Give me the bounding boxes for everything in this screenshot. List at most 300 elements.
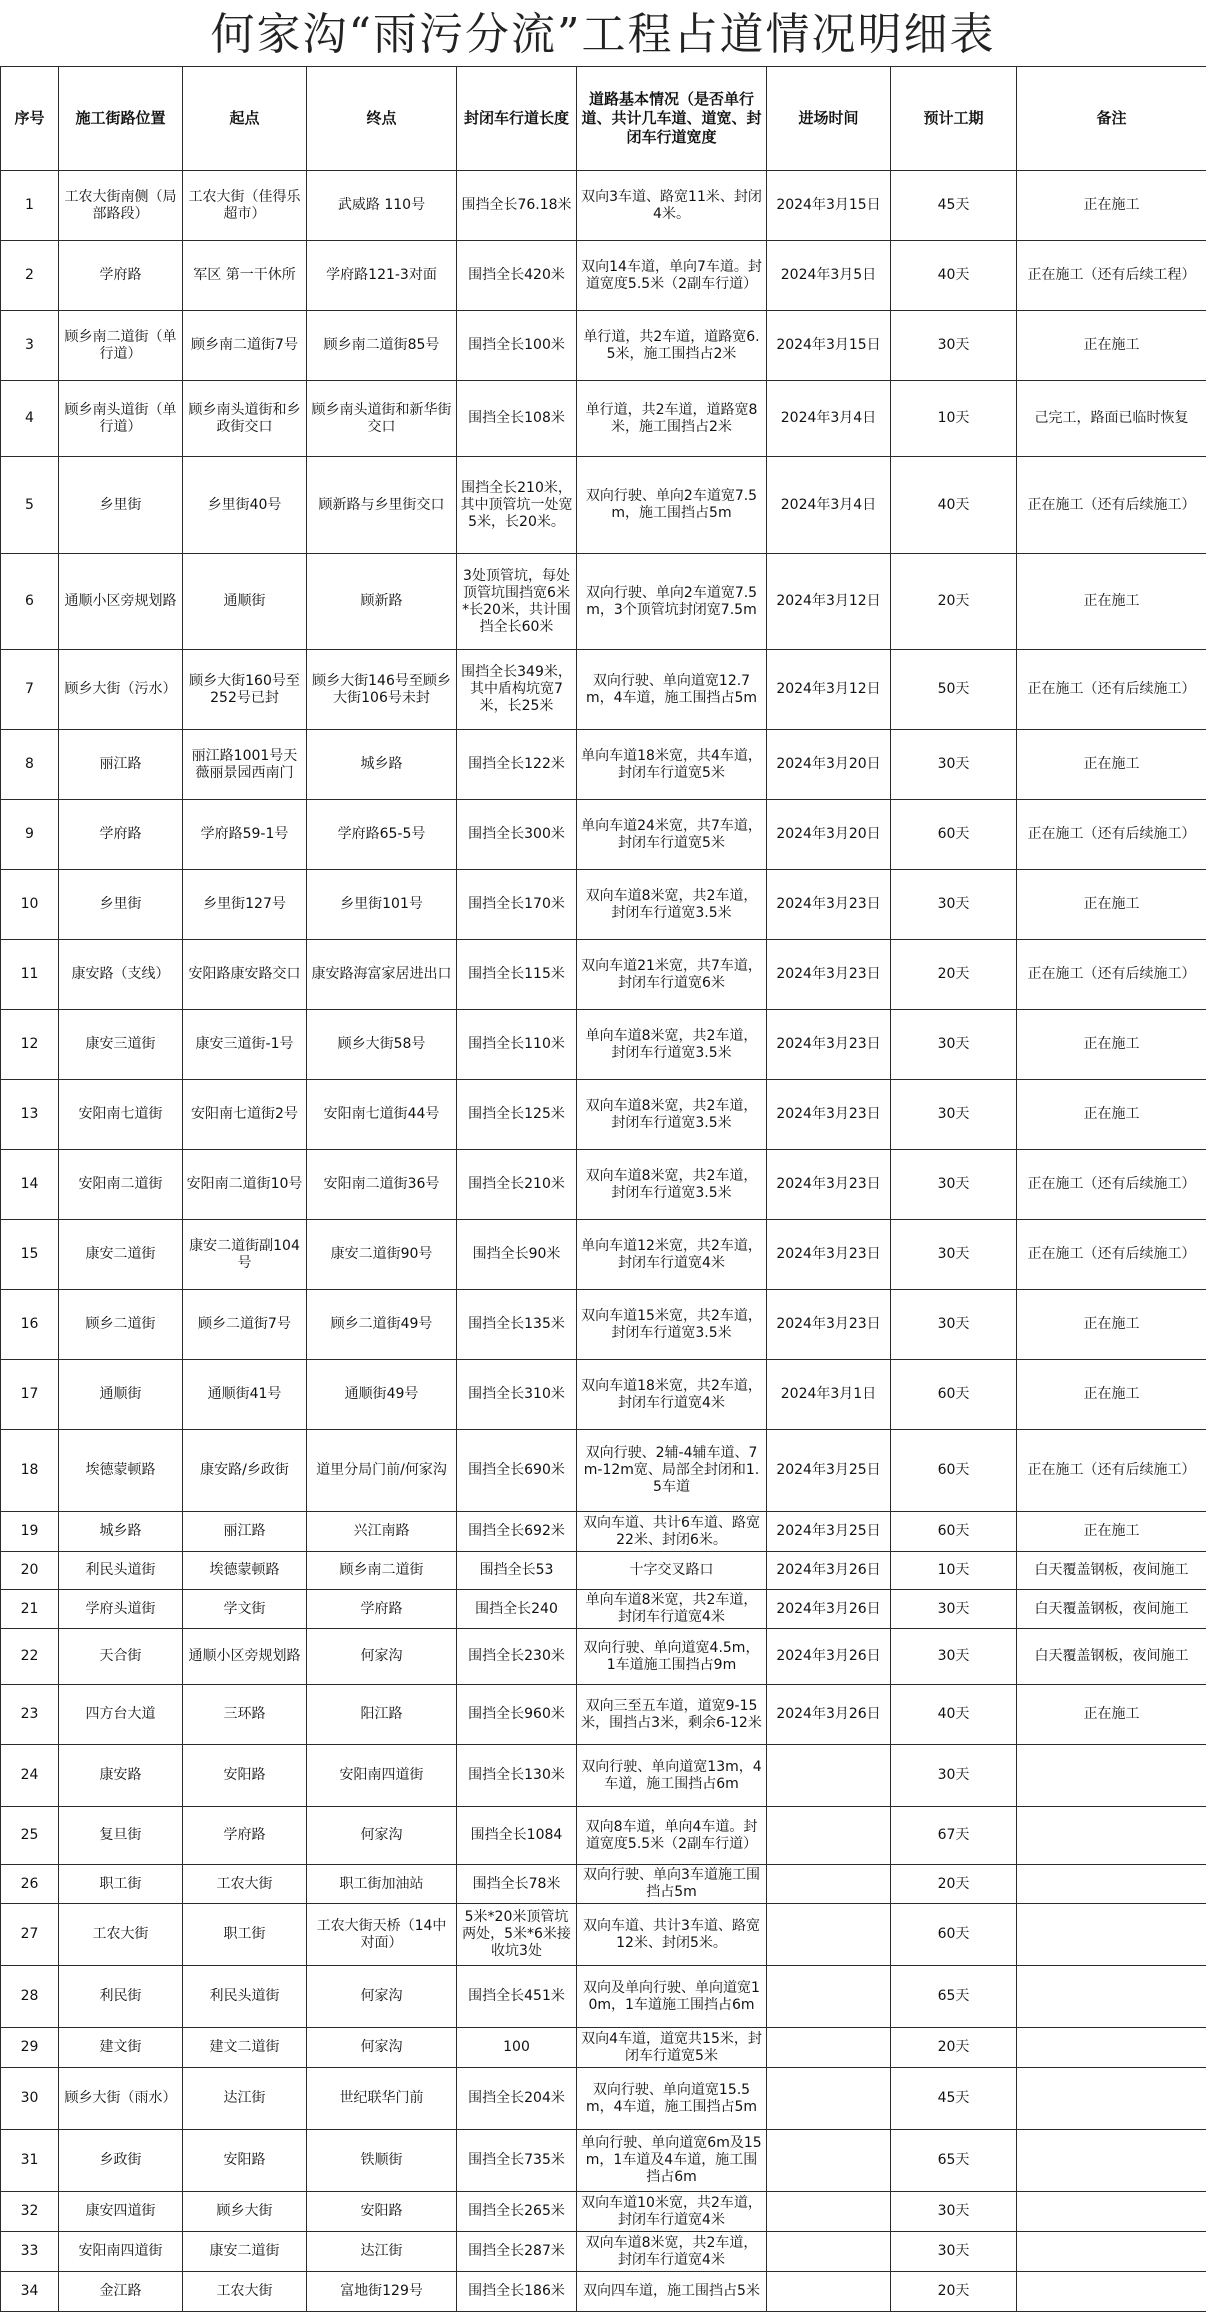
- entry-date: 2024年3月23日: [767, 940, 891, 1010]
- table-row: [1, 1904, 1206, 1966]
- row-index: 14: [1, 1150, 59, 1220]
- end-point: 顾新路: [307, 554, 457, 650]
- start-point: 顾乡大街160号至252号已封: [183, 650, 307, 730]
- road-location: 利民街: [59, 1966, 183, 2028]
- entry-date: [767, 2130, 891, 2192]
- table-row: [1, 457, 1206, 554]
- road-location: 职工街: [59, 1865, 183, 1904]
- road-location: 复旦街: [59, 1807, 183, 1865]
- start-point: 康安路/乡政街: [183, 1430, 307, 1512]
- duration: 30天: [891, 870, 1017, 940]
- start-point: 安阳南二道街10号: [183, 1150, 307, 1220]
- road-info: 双向车道15米宽，共2车道，封闭车行道宽3.5米: [577, 1290, 767, 1360]
- page-title: 何家沟“雨污分流”工程占道情况明细表: [0, 0, 1206, 66]
- end-point: 兴江南路: [307, 1512, 457, 1552]
- duration: 65天: [891, 2130, 1017, 2192]
- header-entry-date: 进场时间: [767, 67, 891, 171]
- closed-length: 围挡全长287米: [457, 2232, 577, 2272]
- end-point: 学府路121-3对面: [307, 241, 457, 311]
- end-point: 何家沟: [307, 1966, 457, 2028]
- road-info: 双向车道、共计6车道、路宽22米、封闭6米。: [577, 1512, 767, 1552]
- entry-date: 2024年3月26日: [767, 1590, 891, 1629]
- road-info: 单向车道18米宽，共4车道，封闭车行道宽5米: [577, 730, 767, 800]
- end-point: 何家沟: [307, 1807, 457, 1865]
- start-point: 康安二道街: [183, 2232, 307, 2272]
- table-row: [1, 800, 1206, 870]
- start-point: 乡里街40号: [183, 457, 307, 554]
- end-point: 城乡路: [307, 730, 457, 800]
- row-index: 30: [1, 2068, 59, 2130]
- row-index: 8: [1, 730, 59, 800]
- closed-length: 围挡全长90米: [457, 1220, 577, 1290]
- table-row: [1, 940, 1206, 1010]
- road-location: 康安路（支线）: [59, 940, 183, 1010]
- table-row: [1, 730, 1206, 800]
- closed-length: 围挡全长122米: [457, 730, 577, 800]
- entry-date: 2024年3月15日: [767, 171, 891, 241]
- remarks: 正在施工: [1017, 1685, 1206, 1745]
- row-index: 6: [1, 554, 59, 650]
- row-index: 9: [1, 800, 59, 870]
- header-remarks: 备注: [1017, 67, 1206, 171]
- road-info: 双向车道18米宽，共2车道，封闭车行道宽4米: [577, 1360, 767, 1430]
- road-info: 双向4车道，道宽共15米，封闭车行道宽5米: [577, 2028, 767, 2068]
- road-info: 双向行驶、单向道宽13m，4车道，施工围挡占6m: [577, 1745, 767, 1807]
- table-row: [1, 1080, 1206, 1150]
- entry-date: [767, 1865, 891, 1904]
- start-point: 安阳路: [183, 2130, 307, 2192]
- road-info: 双向行驶、单向道宽12.7m，4车道，施工围挡占5m: [577, 650, 767, 730]
- duration: 30天: [891, 311, 1017, 381]
- row-index: 1: [1, 171, 59, 241]
- duration: 30天: [891, 1150, 1017, 1220]
- road-location: 天合街: [59, 1629, 183, 1685]
- table-row: [1, 2130, 1206, 2192]
- start-point: 顾乡大街: [183, 2192, 307, 2232]
- remarks: 正在施工（还有后续施工）: [1017, 800, 1206, 870]
- table-row: [1, 311, 1206, 381]
- entry-date: [767, 1904, 891, 1966]
- end-point: 铁顺街: [307, 2130, 457, 2192]
- remarks: 正在施工: [1017, 1080, 1206, 1150]
- entry-date: [767, 2192, 891, 2232]
- row-index: 13: [1, 1080, 59, 1150]
- duration: 30天: [891, 1290, 1017, 1360]
- start-point: 建文二道街: [183, 2028, 307, 2068]
- end-point: 何家沟: [307, 2028, 457, 2068]
- start-point: 工农大街: [183, 2272, 307, 2312]
- table-row: [1, 1552, 1206, 1590]
- road-location: 顾乡大街（污水）: [59, 650, 183, 730]
- remarks: 正在施工（还有后续施工）: [1017, 1150, 1206, 1220]
- end-point: 安阳路: [307, 2192, 457, 2232]
- table-row: [1, 381, 1206, 457]
- entry-date: 2024年3月12日: [767, 650, 891, 730]
- duration: 60天: [891, 1904, 1017, 1966]
- row-index: 21: [1, 1590, 59, 1629]
- row-index: 28: [1, 1966, 59, 2028]
- duration: 30天: [891, 2232, 1017, 2272]
- duration: 20天: [891, 1865, 1017, 1904]
- road-info: 单向行驶、单向道宽6m及15m，1车道及4车道，施工围挡占6m: [577, 2130, 767, 2192]
- header-start: 起点: [183, 67, 307, 171]
- start-point: 职工街: [183, 1904, 307, 1966]
- duration: 30天: [891, 1745, 1017, 1807]
- duration: 20天: [891, 554, 1017, 650]
- start-point: 埃德蒙顿路: [183, 1552, 307, 1590]
- table-row: [1, 1865, 1206, 1904]
- start-point: 顾乡南头道街和乡政街交口: [183, 381, 307, 457]
- row-index: 7: [1, 650, 59, 730]
- end-point: 道里分局门前/何家沟: [307, 1430, 457, 1512]
- road-location: 工农大街: [59, 1904, 183, 1966]
- road-location: 建文街: [59, 2028, 183, 2068]
- road-location: 安阳南二道街: [59, 1150, 183, 1220]
- remarks: 正在施工: [1017, 1010, 1206, 1080]
- duration: 30天: [891, 1629, 1017, 1685]
- remarks: [1017, 2192, 1206, 2232]
- table-row: [1, 1745, 1206, 1807]
- closed-length: 围挡全长265米: [457, 2192, 577, 2232]
- duration: 40天: [891, 1685, 1017, 1745]
- road-info: 十字交叉路口: [577, 1552, 767, 1590]
- duration: 60天: [891, 1512, 1017, 1552]
- table-row: [1, 650, 1206, 730]
- road-location: 通顺街: [59, 1360, 183, 1430]
- road-location: 顾乡大街（雨水）: [59, 2068, 183, 2130]
- road-location: 乡政街: [59, 2130, 183, 2192]
- entry-date: 2024年3月23日: [767, 870, 891, 940]
- end-point: 达江街: [307, 2232, 457, 2272]
- header-index: 序号: [1, 67, 59, 171]
- entry-date: [767, 2068, 891, 2130]
- road-info: 双向行驶、单向2车道宽7.5m，施工围挡占5m: [577, 457, 767, 554]
- table-row: [1, 2192, 1206, 2232]
- duration: 65天: [891, 1966, 1017, 2028]
- closed-length: 围挡全长349米，其中盾构坑宽7米，长25米: [457, 650, 577, 730]
- road-info: 单行道，共2车道，道路宽6.5米，施工围挡占2米: [577, 311, 767, 381]
- duration: 10天: [891, 381, 1017, 457]
- road-location: 学府路: [59, 800, 183, 870]
- closed-length: 围挡全长210米，其中顶管坑一处宽5米，长20米。: [457, 457, 577, 554]
- end-point: 学府路: [307, 1590, 457, 1629]
- road-location: 四方台大道: [59, 1685, 183, 1745]
- end-point: 乡里街101号: [307, 870, 457, 940]
- road-info: 双向14车道，单向7车道。封道宽度5.5米（2副车行道）: [577, 241, 767, 311]
- remarks: 己完工，路面已临时恢复: [1017, 381, 1206, 457]
- table-row: [1, 2232, 1206, 2272]
- closed-length: 围挡全长186米: [457, 2272, 577, 2312]
- closed-length: 5米*20米顶管坑两处，5米*6米接收坑3处: [457, 1904, 577, 1966]
- entry-date: [767, 1966, 891, 2028]
- road-location: 埃德蒙顿路: [59, 1430, 183, 1512]
- remarks: 正在施工（还有后续施工）: [1017, 1220, 1206, 1290]
- start-point: 三环路: [183, 1685, 307, 1745]
- row-index: 33: [1, 2232, 59, 2272]
- end-point: 阳江路: [307, 1685, 457, 1745]
- road-info: 双向行驶、单向2车道宽7.5m，3个顶管坑封闭宽7.5m: [577, 554, 767, 650]
- entry-date: [767, 2272, 891, 2312]
- end-point: 武威路 110号: [307, 171, 457, 241]
- road-location: 顾乡二道街: [59, 1290, 183, 1360]
- row-index: 12: [1, 1010, 59, 1080]
- row-index: 27: [1, 1904, 59, 1966]
- closed-length: 围挡全长300米: [457, 800, 577, 870]
- header-location: 施工街路位置: [59, 67, 183, 171]
- road-info: 双向车道8米宽，共2车道，封闭车行道宽4米: [577, 2232, 767, 2272]
- row-index: 20: [1, 1552, 59, 1590]
- road-info: 双向四车道，施工围挡占5米: [577, 2272, 767, 2312]
- entry-date: 2024年3月26日: [767, 1629, 891, 1685]
- table-row: [1, 1966, 1206, 2028]
- start-point: 学文街: [183, 1590, 307, 1629]
- road-location: 工农大街南侧（局部路段）: [59, 171, 183, 241]
- row-index: 2: [1, 241, 59, 311]
- closed-length: 围挡全长451米: [457, 1966, 577, 2028]
- remarks: 正在施工（还有后续工程）: [1017, 241, 1206, 311]
- entry-date: 2024年3月23日: [767, 1290, 891, 1360]
- header-end: 终点: [307, 67, 457, 171]
- start-point: 康安三道街-1号: [183, 1010, 307, 1080]
- end-point: 职工街加油站: [307, 1865, 457, 1904]
- end-point: 顾新路与乡里街交口: [307, 457, 457, 554]
- remarks: [1017, 2272, 1206, 2312]
- duration: 30天: [891, 1220, 1017, 1290]
- table-row: [1, 1150, 1206, 1220]
- table-row: [1, 1290, 1206, 1360]
- start-point: 安阳南七道街2号: [183, 1080, 307, 1150]
- duration: 20天: [891, 2272, 1017, 2312]
- road-location: 顾乡南头道街（单行道）: [59, 381, 183, 457]
- entry-date: 2024年3月25日: [767, 1512, 891, 1552]
- header-road-info: 道路基本情况（是否单行道、共计几车道、道宽、封闭车行道宽度: [577, 67, 767, 171]
- row-index: 24: [1, 1745, 59, 1807]
- end-point: 顾乡南二道街85号: [307, 311, 457, 381]
- closed-length: 围挡全长1084: [457, 1807, 577, 1865]
- start-point: 达江街: [183, 2068, 307, 2130]
- closed-length: 围挡全长108米: [457, 381, 577, 457]
- table-row: [1, 1512, 1206, 1552]
- start-point: 学府路: [183, 1807, 307, 1865]
- start-point: 学府路59-1号: [183, 800, 307, 870]
- closed-length: 围挡全长125米: [457, 1080, 577, 1150]
- end-point: 学府路65-5号: [307, 800, 457, 870]
- end-point: 何家沟: [307, 1629, 457, 1685]
- remarks: 白天覆盖钢板，夜间施工: [1017, 1629, 1206, 1685]
- row-index: 26: [1, 1865, 59, 1904]
- duration: 40天: [891, 457, 1017, 554]
- start-point: 安阳路康安路交口: [183, 940, 307, 1010]
- road-info: 双向车道10米宽，共2车道，封闭车行道宽4米: [577, 2192, 767, 2232]
- remarks: 正在施工（还有后续施工）: [1017, 457, 1206, 554]
- road-info: 单向车道24米宽，共7车道，封闭车行道宽5米: [577, 800, 767, 870]
- remarks: 正在施工: [1017, 171, 1206, 241]
- remarks: [1017, 1966, 1206, 2028]
- entry-date: 2024年3月20日: [767, 730, 891, 800]
- closed-length: 围挡全长100米: [457, 311, 577, 381]
- road-info: 双向行驶、单向道宽4.5m，1车道施工围挡占9m: [577, 1629, 767, 1685]
- row-index: 16: [1, 1290, 59, 1360]
- entry-date: 2024年3月26日: [767, 1685, 891, 1745]
- row-index: 22: [1, 1629, 59, 1685]
- closed-length: 围挡全长78米: [457, 1865, 577, 1904]
- end-point: 安阳南四道街: [307, 1745, 457, 1807]
- remarks: [1017, 1865, 1206, 1904]
- road-info: 双向8车道，单向4车道。封道宽度5.5米（2副车行道）: [577, 1807, 767, 1865]
- table-row: [1, 1430, 1206, 1512]
- road-location: 康安二道街: [59, 1220, 183, 1290]
- header-duration: 预计工期: [891, 67, 1017, 171]
- road-info: 双向车道、共计3车道、路宽12米、封闭5米。: [577, 1904, 767, 1966]
- entry-date: 2024年3月23日: [767, 1080, 891, 1150]
- end-point: 康安路海富家居进出口: [307, 940, 457, 1010]
- road-info: 单向车道12米宽，共2车道，封闭车行道宽4米: [577, 1220, 767, 1290]
- closed-length: 围挡全长170米: [457, 870, 577, 940]
- row-index: 32: [1, 2192, 59, 2232]
- road-info: 双向车道8米宽，共2车道，封闭车行道宽3.5米: [577, 870, 767, 940]
- remarks: [1017, 1745, 1206, 1807]
- start-point: 通顺街: [183, 554, 307, 650]
- remarks: 正在施工: [1017, 1512, 1206, 1552]
- table-row: [1, 171, 1206, 241]
- road-info: 双向行驶、单向道宽15.5m，4车道，施工围挡占5m: [577, 2068, 767, 2130]
- duration: 30天: [891, 1080, 1017, 1150]
- remarks: [1017, 1807, 1206, 1865]
- road-info: 单向车道8米宽，共2车道，封闭车行道宽3.5米: [577, 1010, 767, 1080]
- end-point: 富地街129号: [307, 2272, 457, 2312]
- remarks: 正在施工（还有后续施工）: [1017, 1430, 1206, 1512]
- duration: 30天: [891, 2192, 1017, 2232]
- start-point: 利民头道街: [183, 1966, 307, 2028]
- duration: 20天: [891, 940, 1017, 1010]
- detail-table: [0, 66, 1206, 2312]
- road-location: 康安三道街: [59, 1010, 183, 1080]
- table-row: [1, 1685, 1206, 1745]
- road-location: 城乡路: [59, 1512, 183, 1552]
- remarks: 正在施工: [1017, 1360, 1206, 1430]
- closed-length: 围挡全长76.18米: [457, 171, 577, 241]
- road-info: 双向车道8米宽，共2车道，封闭车行道宽3.5米: [577, 1080, 767, 1150]
- entry-date: 2024年3月25日: [767, 1430, 891, 1512]
- end-point: 世纪联华门前: [307, 2068, 457, 2130]
- duration: 45天: [891, 171, 1017, 241]
- closed-length: 围挡全长210米: [457, 1150, 577, 1220]
- road-location: 学府路: [59, 241, 183, 311]
- start-point: 丽江路: [183, 1512, 307, 1552]
- entry-date: 2024年3月20日: [767, 800, 891, 870]
- duration: 60天: [891, 1360, 1017, 1430]
- duration: 30天: [891, 1590, 1017, 1629]
- row-index: 23: [1, 1685, 59, 1745]
- end-point: 顾乡大街146号至顾乡大街106号未封: [307, 650, 457, 730]
- end-point: 工农大街天桥（14中对面）: [307, 1904, 457, 1966]
- end-point: 安阳南七道街44号: [307, 1080, 457, 1150]
- entry-date: 2024年3月15日: [767, 311, 891, 381]
- start-point: 安阳路: [183, 1745, 307, 1807]
- table-row: [1, 241, 1206, 311]
- closed-length: 100: [457, 2028, 577, 2068]
- closed-length: 围挡全长735米: [457, 2130, 577, 2192]
- end-point: 通顺街49号: [307, 1360, 457, 1430]
- road-location: 顾乡南二道街（单行道）: [59, 311, 183, 381]
- start-point: 康安二道街副104号: [183, 1220, 307, 1290]
- road-info: 双向行驶、2辅-4辅车道、7m-12m宽、局部全封闭和1.5车道: [577, 1430, 767, 1512]
- header-closed-length: 封闭车行道长度: [457, 67, 577, 171]
- duration: 10天: [891, 1552, 1017, 1590]
- remarks: 正在施工: [1017, 554, 1206, 650]
- row-index: 15: [1, 1220, 59, 1290]
- remarks: [1017, 1904, 1206, 1966]
- closed-length: 围挡全长53: [457, 1552, 577, 1590]
- duration: 67天: [891, 1807, 1017, 1865]
- closed-length: 围挡全长692米: [457, 1512, 577, 1552]
- entry-date: 2024年3月23日: [767, 1220, 891, 1290]
- closed-length: 围挡全长420米: [457, 241, 577, 311]
- row-index: 10: [1, 870, 59, 940]
- table-row: [1, 1360, 1206, 1430]
- road-info: 单向车道8米宽，共2车道，封闭车行道宽4米: [577, 1590, 767, 1629]
- duration: 30天: [891, 1010, 1017, 1080]
- entry-date: 2024年3月4日: [767, 381, 891, 457]
- road-location: 利民头道街: [59, 1552, 183, 1590]
- row-index: 34: [1, 2272, 59, 2312]
- end-point: 顾乡南头道街和新华街交口: [307, 381, 457, 457]
- road-info: 双向及单向行驶、单向道宽10m，1车道施工围挡占6m: [577, 1966, 767, 2028]
- header-row: [1, 67, 1206, 171]
- entry-date: 2024年3月12日: [767, 554, 891, 650]
- entry-date: [767, 1807, 891, 1865]
- remarks: 正在施工（还有后续施工）: [1017, 940, 1206, 1010]
- start-point: 丽江路1001号天薇丽景园西南门: [183, 730, 307, 800]
- end-point: 康安二道街90号: [307, 1220, 457, 1290]
- row-index: 18: [1, 1430, 59, 1512]
- end-point: 顾乡二道街49号: [307, 1290, 457, 1360]
- road-info: 双向车道21米宽，共7车道，封闭车行道宽6米: [577, 940, 767, 1010]
- table-row: [1, 1590, 1206, 1629]
- table-row: [1, 1629, 1206, 1685]
- remarks: 正在施工: [1017, 311, 1206, 381]
- entry-date: 2024年3月23日: [767, 1150, 891, 1220]
- closed-length: 围挡全长130米: [457, 1745, 577, 1807]
- road-info: 双向三至五车道，道宽9-15米，围挡占3米，剩余6-12米: [577, 1685, 767, 1745]
- closed-length: 围挡全长230米: [457, 1629, 577, 1685]
- end-point: 顾乡大街58号: [307, 1010, 457, 1080]
- road-location: 通顺小区旁规划路: [59, 554, 183, 650]
- duration: 45天: [891, 2068, 1017, 2130]
- road-location: 安阳南七道街: [59, 1080, 183, 1150]
- start-point: 工农大街（佳得乐超市）: [183, 171, 307, 241]
- entry-date: [767, 2232, 891, 2272]
- remarks: 正在施工（还有后续施工）: [1017, 650, 1206, 730]
- closed-length: 围挡全长204米: [457, 2068, 577, 2130]
- entry-date: 2024年3月1日: [767, 1360, 891, 1430]
- road-location: 康安四道街: [59, 2192, 183, 2232]
- start-point: 通顺街41号: [183, 1360, 307, 1430]
- road-location: 丽江路: [59, 730, 183, 800]
- remarks: 正在施工: [1017, 730, 1206, 800]
- row-index: 4: [1, 381, 59, 457]
- duration: 60天: [891, 800, 1017, 870]
- entry-date: 2024年3月23日: [767, 1010, 891, 1080]
- row-index: 5: [1, 457, 59, 554]
- table-row: [1, 2028, 1206, 2068]
- table-row: [1, 1010, 1206, 1080]
- end-point: 安阳南二道街36号: [307, 1150, 457, 1220]
- closed-length: 围挡全长690米: [457, 1430, 577, 1512]
- duration: 20天: [891, 2028, 1017, 2068]
- start-point: 工农大街: [183, 1865, 307, 1904]
- remarks: [1017, 2232, 1206, 2272]
